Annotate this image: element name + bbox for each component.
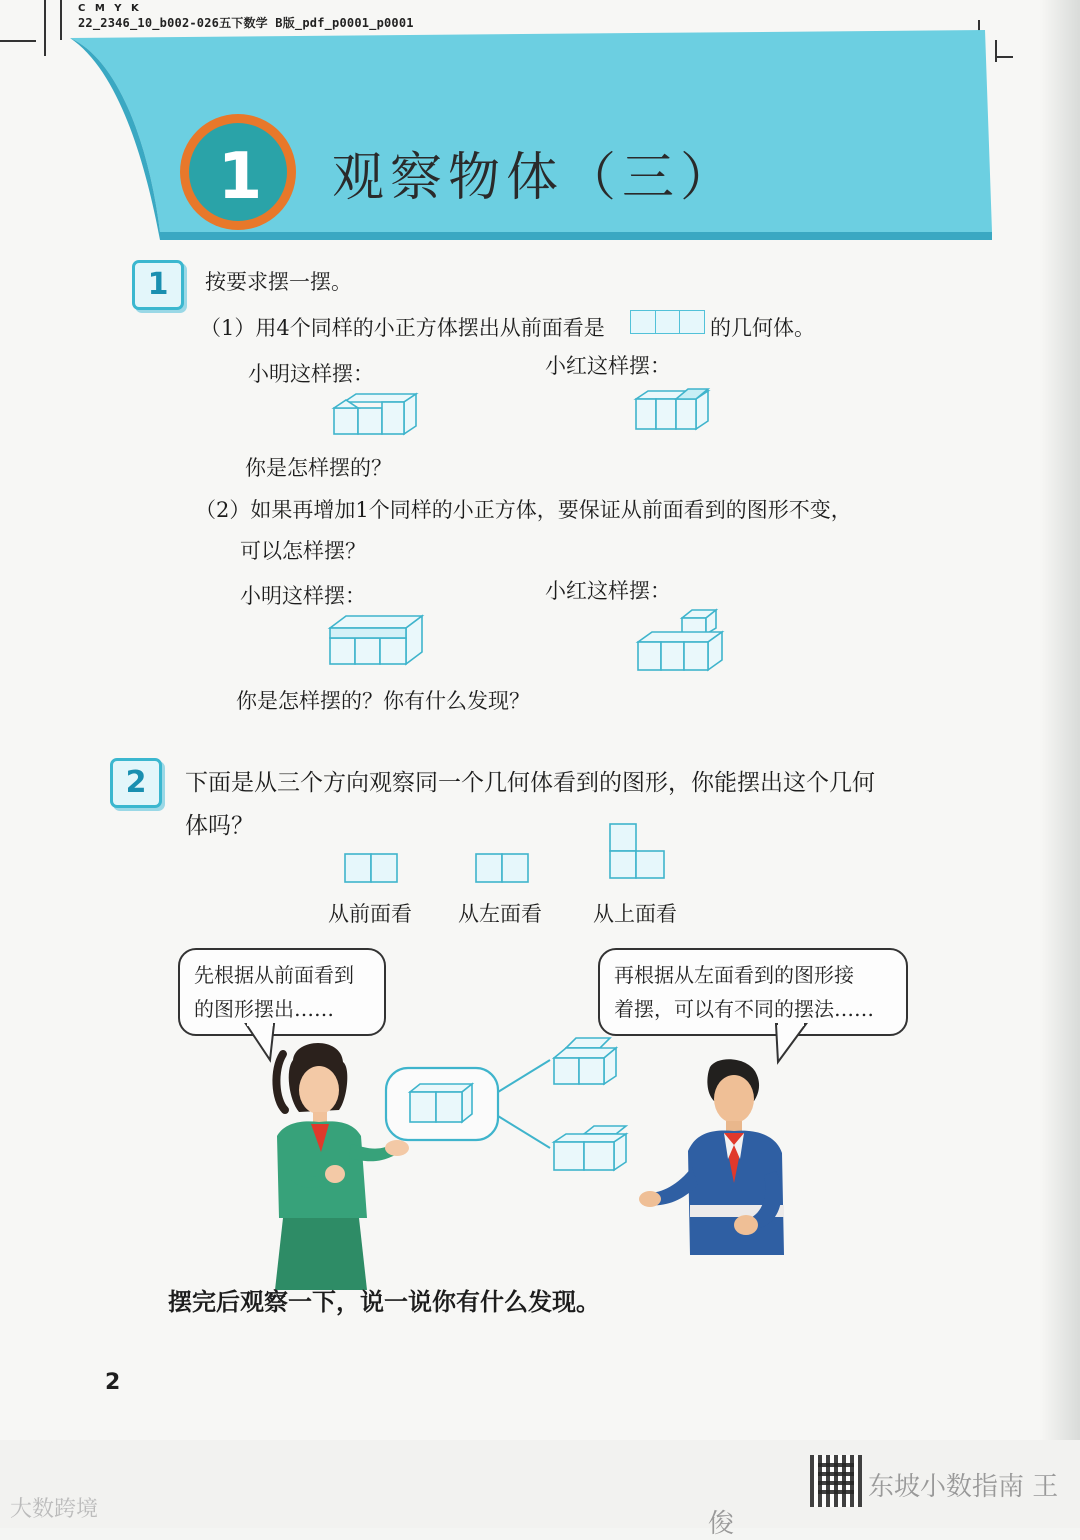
boy-speech-bubble: [598, 948, 908, 1036]
xiaoming-cubes-1: [330, 392, 430, 442]
chapter-banner: [0, 0, 1080, 260]
exercise-badge-1: 1: [132, 260, 184, 310]
option-cubes-lower: [554, 1126, 626, 1170]
part1-text-after: 的几何体。: [710, 316, 815, 340]
watermark-left-text: 大数跨境: [10, 1497, 99, 1522]
watermark-right: [708, 1466, 1080, 1540]
exercise-badge-2: 2: [110, 758, 162, 808]
part1-xiaoming-label: 小明这样摆：: [248, 362, 374, 386]
part2-line1: （2）如果再增加1个同样的小正方体，要保证从前面看到的图形不变，: [195, 498, 852, 522]
cmyk-marker: C M Y K: [78, 3, 142, 14]
part2-xiaoming-label: 小明这样摆：: [240, 584, 366, 608]
view-label-front: 从前面看: [328, 902, 412, 926]
top-view-shape: [608, 822, 668, 882]
part1-xiaohong-label: 小红这样摆：: [545, 354, 671, 378]
xiaohong-cubes-1: [632, 385, 732, 435]
part2-question: 你是怎样摆的？你有什么发现？: [236, 689, 530, 713]
xiaoming-cubes-2: [326, 610, 436, 670]
boy-illustration: [640, 1055, 790, 1270]
part1-text-before: （1）用4个同样的小正方体摆出从前面看是: [200, 316, 605, 340]
chapter-title: 观察物体（三）: [332, 148, 739, 208]
girl-bubble-line1: 先根据从前面看到: [194, 963, 354, 987]
watermark-right-text: 东坡小数指南 王俊: [708, 1472, 1059, 1539]
xiaohong-cubes-2: [634, 606, 734, 676]
section1-instruction: 按要求摆一摆。: [205, 270, 352, 294]
girl-illustration: [255, 1040, 405, 1290]
boy-bubble-line1: 再根据从左面看到的图形接: [614, 963, 854, 987]
page-number: 2: [105, 1370, 121, 1395]
print-file-label: 22_2346_10_b002-026五下数学 B版_pdf_p0001_p0001: [78, 16, 414, 30]
front-view-figure: [630, 310, 704, 334]
section2-closing: 摆完后观察一下，说一说你有什么发现。: [168, 1287, 600, 1316]
view-label-top: 从上面看: [593, 902, 677, 926]
section2-line1: 下面是从三个方向观察同一个几何体看到的图形，你能摆出这个几何: [185, 770, 875, 796]
left-view-shape: [474, 852, 532, 884]
section2-line2: 体吗？: [185, 813, 254, 839]
part2-xiaohong-label: 小红这样摆：: [545, 579, 671, 603]
watermark-left: [10, 1492, 98, 1523]
part2-line2: 可以怎样摆？: [240, 539, 366, 563]
front-view-shape: [343, 852, 401, 884]
girl-bubble-line2: 的图形摆出……: [194, 997, 334, 1021]
base-cubes: [410, 1084, 472, 1122]
boy-bubble-line2: 着摆，可以有不同的摆法……: [614, 997, 874, 1021]
view-label-left: 从左面看: [458, 902, 542, 926]
part1-question: 你是怎样摆的？: [245, 456, 392, 480]
girl-speech-bubble: [178, 948, 386, 1036]
arrangement-diagram: [380, 1030, 650, 1190]
chapter-number: 1: [217, 140, 263, 214]
option-cubes-upper: [554, 1038, 616, 1084]
